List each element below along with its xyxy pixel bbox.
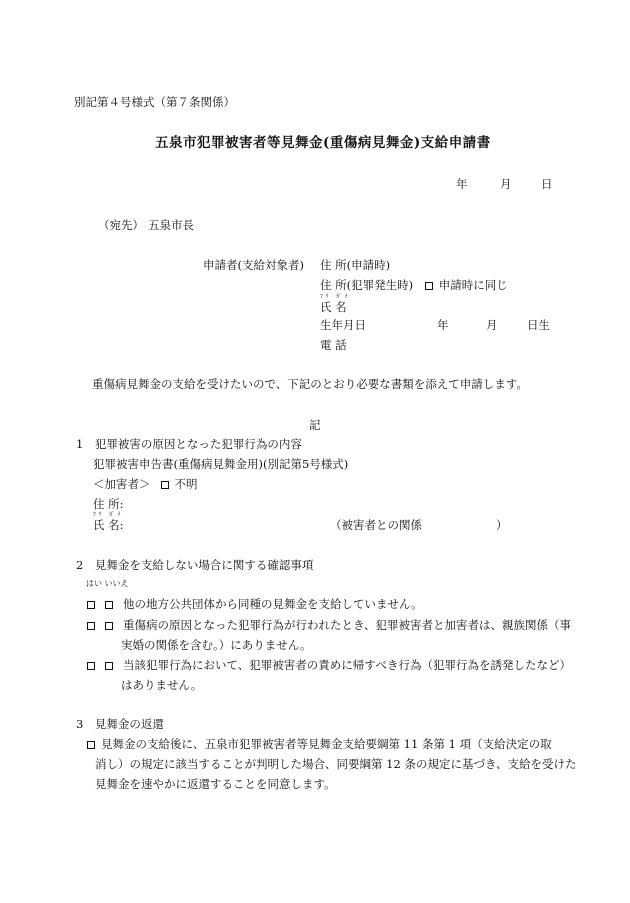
applicant-address-incident-row [320, 278, 508, 292]
confirm-item-3 [87, 658, 571, 672]
applicant-phone-label: 電 話 [320, 338, 347, 352]
applicant-furigana-hint: ﾌﾘ ｶﾞﾅ [320, 294, 351, 300]
confirm-1-yes-checkbox[interactable] [87, 601, 95, 609]
confirm-3-no-checkbox[interactable] [105, 662, 113, 670]
repayment-line-1 [87, 737, 552, 751]
perpetrator-unknown-checkbox[interactable] [161, 481, 169, 489]
confirm-1-no-checkbox[interactable] [105, 601, 113, 609]
confirm-item-2 [87, 618, 571, 632]
section1-heading: 1 犯罪被害の原因となった犯罪行為の内容 [76, 437, 302, 451]
repayment-line-3: 見舞金を速やかに返還することを同意します。 [95, 777, 336, 791]
perpetrator-furigana-hint: ﾌﾘ ｶﾞﾅ [93, 512, 124, 518]
date-year-label: 年 [456, 177, 468, 191]
applicant-name-label: 氏 名 [320, 300, 347, 314]
confirm-item-1 [87, 597, 423, 611]
confirm-2-yes-checkbox[interactable] [87, 622, 95, 630]
confirm-item-3-continued: はありません。 [121, 678, 203, 692]
date-month-label: 月 [500, 177, 512, 191]
confirm-item-2-text: 重傷病の原因となった犯罪行為が行われたとき、犯罪被害者と加害者は、親族関係（事 [123, 618, 572, 632]
perpetrator-unknown-label: 不明 [174, 477, 198, 491]
birth-month-label: 月 [486, 318, 498, 332]
repayment-text-1: 見舞金の支給後に、五泉市犯罪被害者等見舞金支給要綱第 11 条第 1 項（支給決定の取 [101, 737, 552, 751]
recipient-line [98, 218, 194, 232]
section1-report: 犯罪被害申告書(重傷病見舞金用)(別記第5号様式) [93, 457, 349, 471]
applicant-birthdate-label: 生年月日 [320, 318, 366, 332]
date-day-label: 日 [541, 177, 553, 191]
confirm-item-1-text: 他の地方公共団体から同種の見舞金を支給していません。 [123, 597, 423, 611]
applicant-address-incident: 住 所(犯罪発生時) [320, 278, 414, 292]
section2-heading: 2 見舞金を支給しない場合に関する確認事項 [76, 558, 314, 572]
perpetrator-label: ＜加害者＞ [93, 477, 151, 491]
yes-no-header: はい いいえ [86, 579, 129, 588]
perpetrator-address-label: 住 所: [93, 497, 124, 511]
repayment-line-2: 消し）の規定に該当することが判明した場合、同要綱第 12 条の規定に基づき、支給を受けた [95, 757, 577, 771]
perpetrator-name-label: 氏 名: [93, 518, 124, 532]
form-reference: 別記第４号様式（第７条関係） [74, 95, 235, 109]
confirm-item-3-text: 当該犯罪行為において、犯罪被害者の責めに帰すべき行為（犯罪行為を誘発したなど） [123, 658, 572, 672]
ki-heading: 記 [309, 418, 321, 432]
same-as-current-label: 申請時に同じ [438, 278, 508, 292]
applicant-address-current: 住 所(申請時) [320, 258, 391, 272]
confirm-2-no-checkbox[interactable] [105, 622, 113, 630]
recipient-name: 五泉市長 [148, 218, 194, 232]
relation-close: ） [496, 518, 508, 532]
confirm-3-yes-checkbox[interactable] [87, 662, 95, 670]
recipient-prefix: （宛先） [98, 218, 144, 232]
page-title: 五泉市犯罪被害者等見舞金(重傷病見舞金)支給申請書 [155, 135, 491, 151]
section3-heading: 3 見舞金の返還 [76, 717, 164, 731]
birth-year-label: 年 [437, 318, 449, 332]
applicant-label: 申請者(支給対象者) [203, 258, 304, 272]
confirm-item-2-continued: 実婚の関係を含む。）にありません。 [121, 638, 312, 652]
relation-open: （被害者との関係 [330, 518, 422, 532]
intro-text: 重傷病見舞金の支給を受けたいので、下記のとおり必要な書類を添えて申請します。 [92, 377, 528, 391]
birth-day-label: 日生 [527, 318, 550, 332]
repayment-consent-checkbox[interactable] [87, 741, 95, 749]
perpetrator-row [93, 477, 198, 491]
same-as-current-checkbox[interactable] [425, 282, 433, 290]
